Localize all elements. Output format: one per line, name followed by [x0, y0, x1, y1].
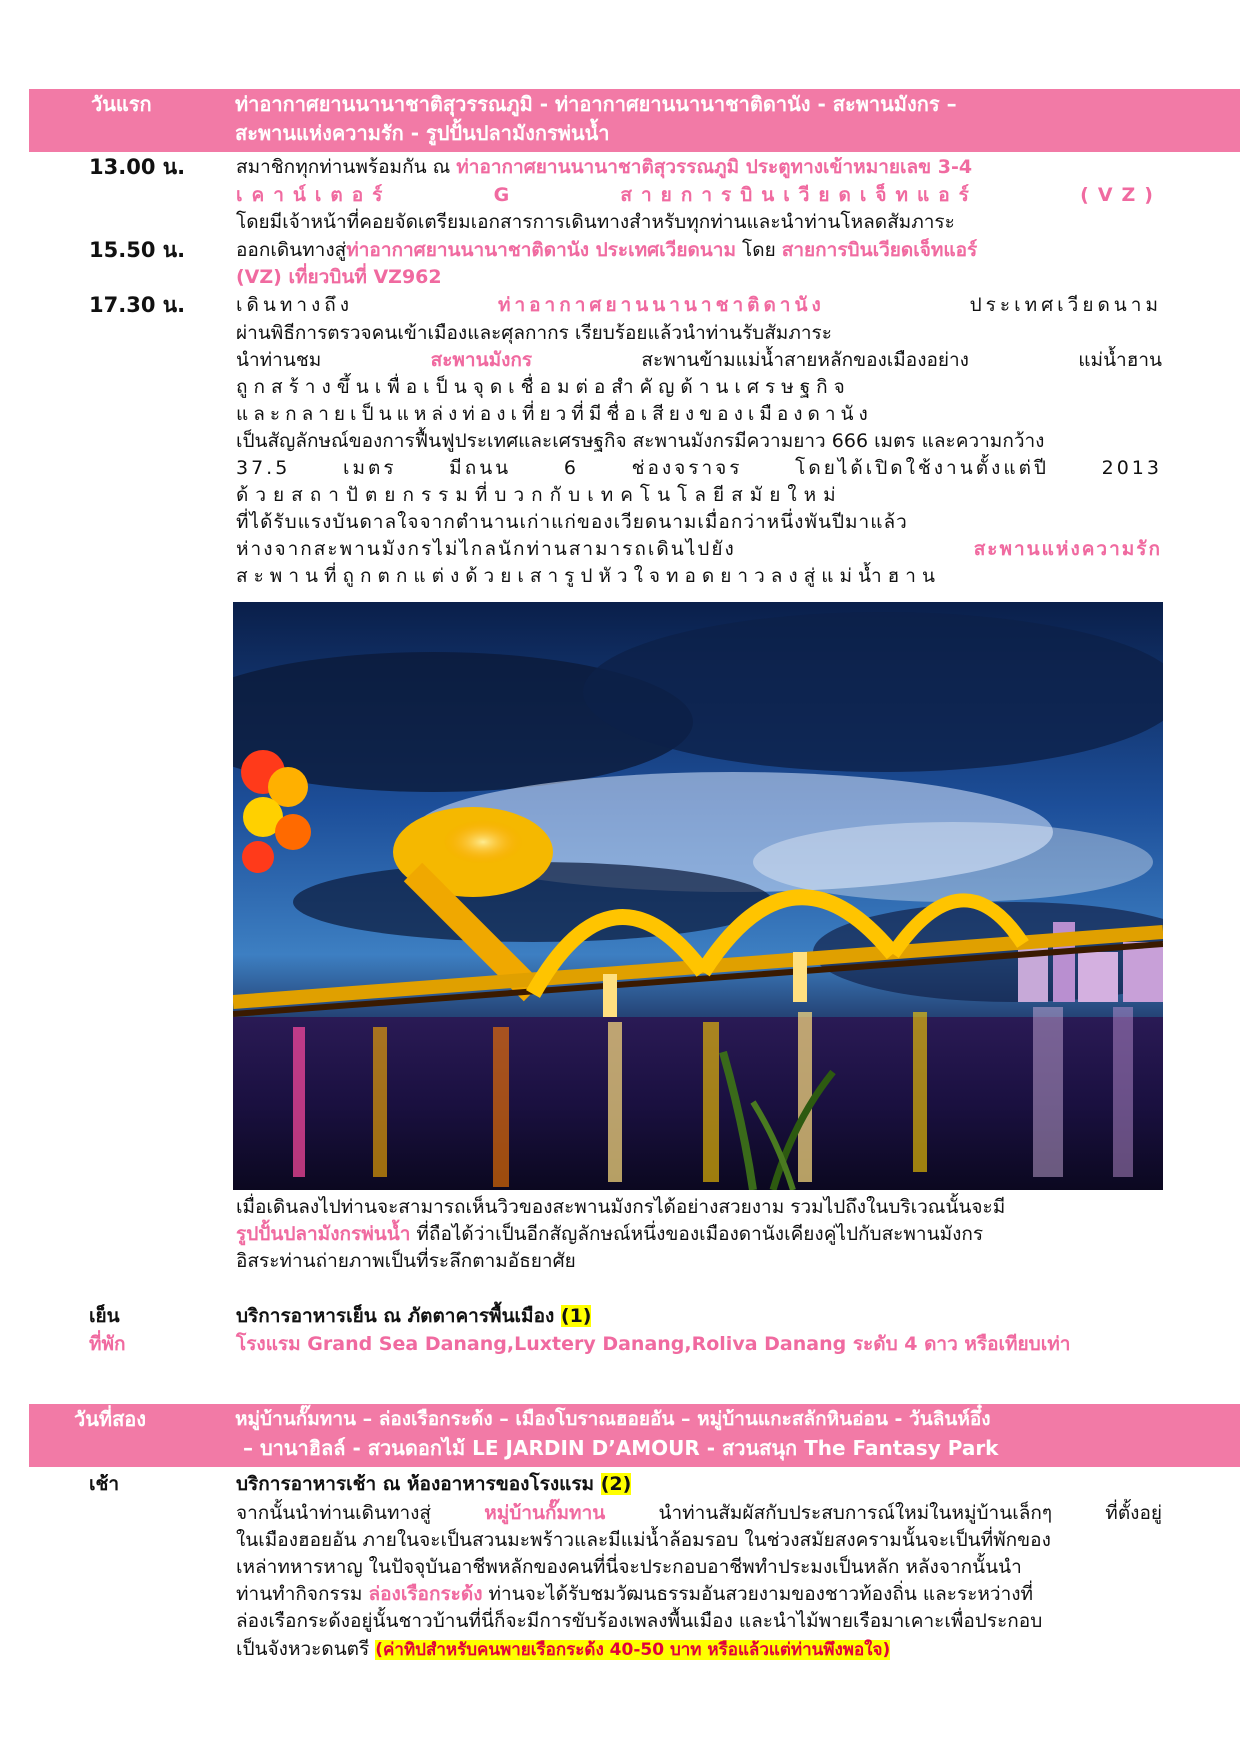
dragon-carp-statue: รูปปั้นปลามังกรพ่นน้ำ — [236, 1223, 411, 1245]
p1-line8 — [236, 536, 1162, 563]
tip-note: (ค่าทิปสำหรับคนพายเรือกระด้ง 40-50 บาท หรือแล้วแต่ท่านพึงพอใจ) — [375, 1640, 891, 1660]
d2-line6 — [236, 1636, 1162, 1664]
p2-line1: เมื่อเดินลงไปท่านจะสามารถเห็นวิวของสะพานมังกรได้อย่างสวยงาม รวมไปถึงในบริเวณนั้นจะมี — [236, 1196, 1006, 1218]
airport-danang: ท่าอากาศยานนานาชาติดานัง — [497, 294, 825, 316]
d2-line5: ล่องเรือกระด้งอยู่นั้นชาวบ้านที่นี่ก็จะมีการขับร้องเพลงพื้นเมือง และนำไม้พายเรือมาเคาะเพื่อประกอบ — [236, 1610, 1043, 1632]
airport-danang: ท่าอากาศยานนานาชาติดานัง ประเทศเวียดนาม — [346, 239, 736, 261]
day2-header-band — [29, 1404, 1240, 1467]
text: บริการอาหารเย็น ณ ภัตตาคารพื้นเมือง — [236, 1305, 561, 1327]
text: นำท่านชม — [236, 349, 431, 371]
day1-label: วันแรก — [91, 92, 152, 116]
basket-boat: ล่องเรือกระด้ง — [368, 1583, 483, 1605]
text: ออกเดินทางสู่ — [236, 239, 347, 261]
time-1550: 15.50 น. — [89, 238, 186, 262]
item-1300-line3: โดยมีเจ้าหน้าที่คอยจัดเตรียมเอกสารการเดินทางสำหรับทุกท่านและนำท่านโหลดสัมภาระ — [236, 211, 955, 233]
love-bridge: สะพานแห่งความรัก — [973, 538, 1162, 560]
text: ท่านทำกิจกรรม — [236, 1583, 369, 1605]
p2-line2 — [236, 1221, 1162, 1248]
text: โดย — [736, 239, 782, 261]
item-1300-line2: เคาน์เตอร์ G สายการบินเวียดเจ็ทแอร์ (VZ) — [236, 184, 1162, 206]
p1-line1 — [236, 347, 1162, 374]
d2-line1 — [236, 1500, 1162, 1527]
dinner-label: เย็น — [89, 1305, 120, 1327]
d2-line4 — [236, 1581, 1162, 1608]
time-1300: 13.00 น. — [89, 155, 186, 179]
p1-line4: เป็นสัญลักษณ์ของการฟื้นฟูประเทศและเศรษฐกิจ สะพานมังกรมีความยาว 666 เมตร และความกว้าง — [236, 430, 1045, 452]
d2-line2: ในเมืองฮอยอัน ภายในจะเป็นสวนมะพร้าวและมีแม่น้ำล้อมรอบ ในช่วงสมัยสงครามนั้นจะเป็นที่พักของ — [236, 1529, 1051, 1551]
text: จากนั้นนำท่านเดินทางสู่ — [236, 1502, 485, 1524]
item-1550-line2: (VZ) เที่ยวบินที่ VZ962 — [236, 266, 442, 288]
item-1730-line2: ผ่านพิธีการตรวจคนเข้าเมืองและศุลกากร เรียบร้อยแล้วนำท่านรับสัมภาระ — [236, 322, 832, 344]
meal-number: (2) — [600, 1473, 632, 1495]
day2-title-line2: – บานาฮิลล์ - สวนดอกไม้ LE JARDIN D’AMOUR - สวนสนุก The Fantasy Park — [243, 1436, 999, 1460]
item-1300-line1 — [236, 154, 1162, 181]
p1-line3: และกลายเป็นแหล่งท่องเที่ยวที่มีชื่อเสียงของเมืองดานัง — [236, 403, 873, 425]
text: เดินทางถึง — [236, 294, 498, 316]
breakfast-label: เช้า — [89, 1473, 120, 1495]
text: สะพานข้ามแม่น้ำสายหลักของเมืองอย่าง แม่น้ำฮาน — [532, 349, 1162, 371]
p1-line5: 37.5 เมตร มีถนน 6 ช่องจราจร โดยได้เปิดใช้งานตั้งแต่ปี 2013 — [236, 457, 1162, 479]
day1-title-line1: ท่าอากาศยานนานาชาติสุวรรณภูมิ - ท่าอากาศยานนานาชาติดานัง - สะพานมังกร – — [235, 92, 957, 116]
text: สมาชิกทุกท่านพร้อมกัน ณ — [236, 156, 457, 178]
meal-number: (1) — [560, 1305, 592, 1327]
hotel-text: โรงแรม Grand Sea Danang,Luxtery Danang,Roliva Danang ระดับ 4 ดาว หรือเทียบเท่า — [236, 1333, 1071, 1355]
dragon-bridge: สะพานมังกร — [430, 349, 533, 371]
airport-suvarnabhumi: ท่าอากาศยานนานาชาติสุวรรณภูมิ ประตูทางเข้าหมายเลข 3-4 — [456, 156, 973, 178]
text: บริการอาหารเช้า ณ ห้องอาหารของโรงแรม — [236, 1473, 601, 1495]
text: เป็นจังหวะดนตรี — [236, 1638, 376, 1660]
item-1550-line1 — [236, 237, 1162, 264]
cam-thanh-village: หมู่บ้านกั๊มทาน — [484, 1502, 606, 1524]
day2-title-line1: หมู่บ้านกั๊มทาน – ล่องเรือกระด้ง – เมืองโบราณฮอยอัน – หมู่บ้านแกะสลักหินอ่อน - วันลินห์อึ๋ง — [235, 1408, 991, 1430]
text: ท่านจะได้รับชมวัฒนธรรมอันสวยงามของชาวท้องถิ่น และระหว่างที่ — [482, 1583, 1034, 1605]
p1-line2: ถูกสร้างขึ้นเพื่อเป็นจุดเชื่อมต่อสำคัญด้านเศรษฐกิจ — [236, 376, 851, 398]
day1-title-line2: สะพานแห่งความรัก - รูปปั้นปลามังกรพ่นน้ำ — [235, 121, 610, 145]
text: ห่างจากสะพานมังกรไม่ไกลนักท่านสามารถเดินไปยัง — [236, 538, 974, 560]
breakfast-row — [236, 1471, 631, 1498]
text: ที่ถือได้ว่าเป็นอีกสัญลักษณ์หนึ่งของเมืองดานังเคียงคู่ไปกับสะพานมังกร — [410, 1223, 984, 1245]
d2-line3: เหล่าทหารหาญ ในปัจจุบันอาชีพหลักของคนที่นี่จะประกอบอาชีพทำประมงเป็นหลัก หลังจากนั้นนำ — [236, 1556, 1022, 1578]
p1-line9: สะพานที่ถูกตกแต่งด้วยเสารูปหัวใจทอดยาวลงสู่แม่น้ำฮาน — [236, 565, 941, 587]
p1-line7: ที่ได้รับแรงบันดาลใจจากตำนานเก่าแก่ของเวียดนามเมื่อกว่าหนึ่งพันปีมาแล้ว — [236, 511, 908, 533]
time-1730: 17.30 น. — [89, 293, 186, 317]
day2-label: วันที่สอง — [74, 1407, 147, 1431]
text: นำท่านสัมผัสกับประสบการณ์ใหม่ในหมู่บ้านเล็กๆ ที่ตั้งอยู่ — [605, 1502, 1162, 1524]
day1-header-band — [29, 89, 1240, 152]
p1-line6: ด้วยสถาปัตยกรรมที่บวกกับเทคโนโลยีสมัยใหม่ — [236, 484, 843, 506]
dragon-bridge-photo — [233, 602, 1163, 1190]
airline: สายการบินเวียดเจ็ทแอร์ — [781, 239, 978, 261]
dinner-row — [236, 1303, 591, 1330]
hotel-label: ที่พัก — [89, 1333, 126, 1355]
text: ประเทศเวียดนาม — [824, 294, 1162, 316]
p2-line3: อิสระท่านถ่ายภาพเป็นที่ระลึกตามอัธยาศัย — [236, 1250, 576, 1272]
item-1730-line1 — [236, 292, 1162, 319]
